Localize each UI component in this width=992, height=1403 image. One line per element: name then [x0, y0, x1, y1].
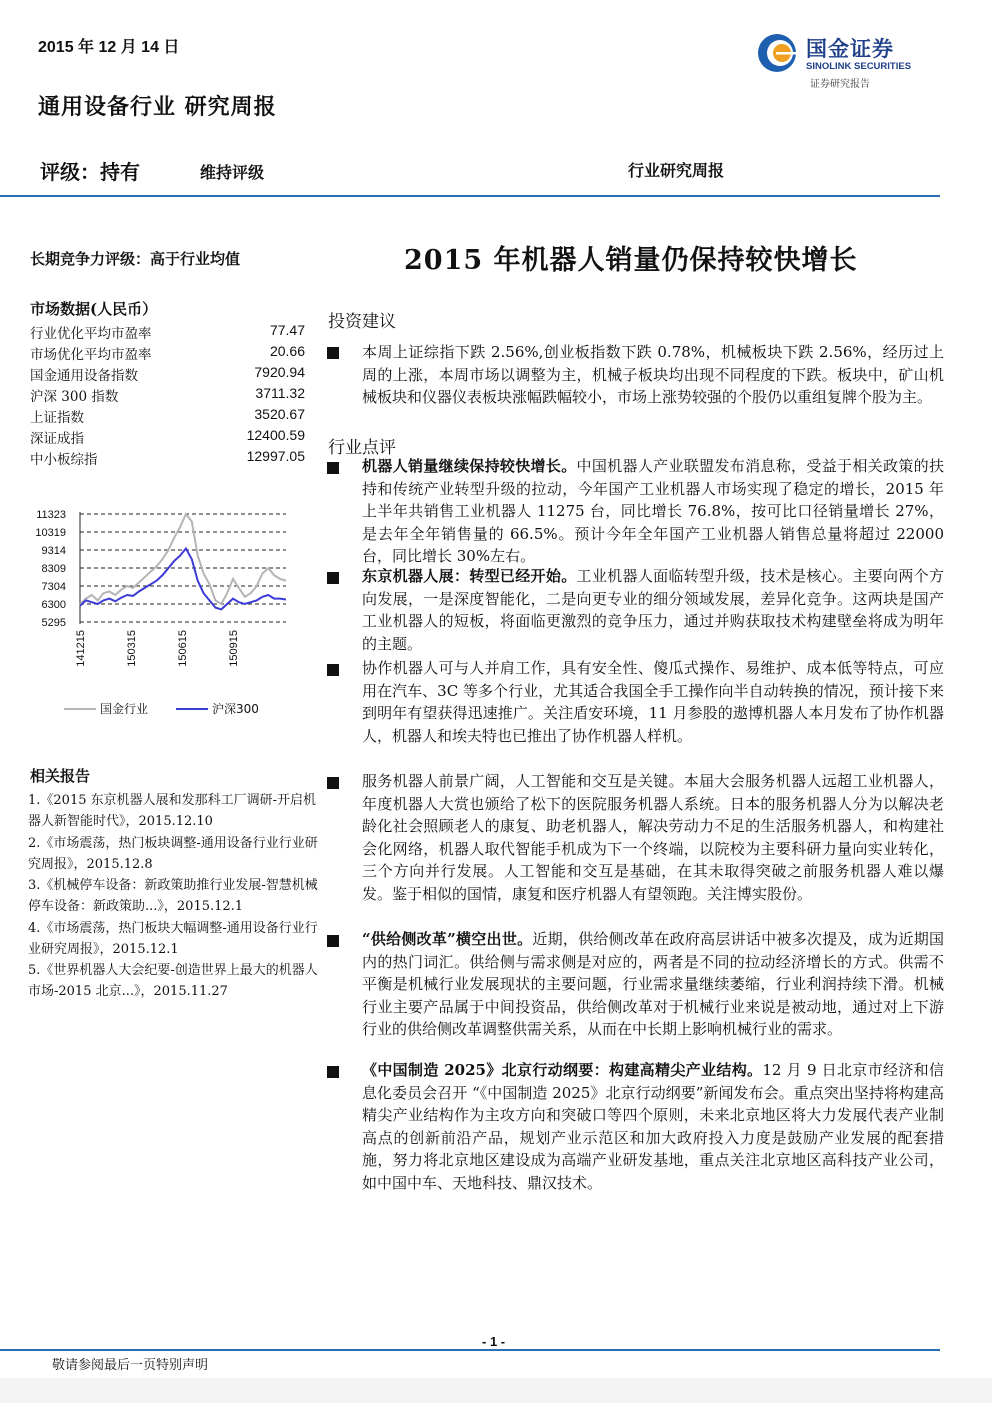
related-report-link[interactable]: 3.《机械停车设备：新政策助推行业发展-智慧机械停车设备：新政策助...》，2015.12.1 — [28, 878, 318, 914]
logo-text-cn: 国金证券 — [806, 37, 894, 61]
rating-status: 维持评级 — [200, 163, 265, 182]
long-term-rating: 长期竞争力评级：高于行业均值 — [30, 250, 241, 268]
section-title: 行业点评 — [328, 438, 396, 458]
bullet-text: 中国机器人产业联盟发布消息称，受益于相关政策的扶持和传统产业转型升级的拉动，今年国产工业机器人市场实现了稳定的增长，2015 年上半年共销售工业机器人 11275 台，同比增长 76.8%，按可比口径销量增长 27%，是去年全年销售量的 66.5%。预计今年全年国产工业机器人销售总量将超过 22000 台，同比增长 30%左右。 — [362, 457, 944, 566]
x-axis — [75, 630, 240, 667]
bullet-square-icon — [327, 347, 339, 359]
market-label: 中小板综指 — [30, 452, 98, 468]
rating-label: 评级：持有 — [40, 160, 140, 184]
bullet-text: 服务机器人前景广阔，人工智能和交互是关键。本届大会服务机器人远超工业机器人，年度机器人大赏也颁给了松下的医院服务机器人系统。日本的服务机器人分为以解决老龄化社会照顾老人的康复、助老机器人，解决劳动力不足的生活服务机器人，和构建社会化网络，机器人取代智能手机成为下一个终端，以院校为主要科研力量向实业转化，三个方向并行发展。人工智能和交互是基础，在其未取得突破之前服务机器人难以爆发。鉴于相似的国情，康复和医疗机器人有望领跑。关注博实股份。 — [362, 772, 944, 903]
y-axis — [35, 509, 80, 629]
bullet-square-icon — [327, 664, 339, 676]
market-label: 上证指数 — [30, 410, 84, 426]
series-line — [80, 549, 286, 610]
series-line — [80, 514, 286, 604]
related-reports-title: 相关报告 — [30, 767, 91, 785]
market-row — [30, 364, 305, 385]
market-label: 市场优化平均市盈率 — [30, 347, 152, 363]
bullet-paragraph — [362, 928, 944, 1041]
page-number: - 1 - — [482, 1334, 506, 1349]
y-tick-label: 10319 — [35, 527, 66, 539]
related-report-link[interactable]: 4.《市场震荡，热门板块大幅调整-通用设备行业行业研究周报》，2015.12.1 — [28, 921, 318, 957]
legend-label: 国金行业 — [100, 702, 149, 716]
bullet-square-icon — [327, 777, 339, 789]
x-tick-label: 150615 — [177, 630, 189, 667]
footer-divider — [0, 1349, 940, 1351]
report-type: 行业研究周报 — [628, 161, 725, 180]
investment-advice-text: 本周上证综指下跌 2.56%,创业板指数下跌 0.78%，机械板块下跌 2.56%，经历过上周的上涨，本周市场以调整为主，机械子板块均出现不同程度的下跌。板块中，矿山机械板块和仪器仪表板块涨幅跌幅较小，市场上涨势较强的个股仍以重组复牌个股为主。 — [362, 343, 944, 407]
bullet-square-icon — [327, 935, 339, 947]
bullet-lead: “供给侧改革”横空出世。 — [362, 930, 533, 948]
bullet-text: 12 月 9 日北京市经济和信息化委员会召开 “《中国制造 2025》北京行动纲要”新闻发布会。重点突出坚持将构建高精尖产业结构作为主攻方向和突破口等四个原则，未来北京地区将大力发展代表产业制高点的创新前沿产品，规划产业示范区和加大政府投入力度是鼓励产业发展的配套措施，努力将北京地区建设成为高端产业研发基地，重点关注北京地区高科技产业公司，如中国中车、天地科技、鼎汉技术。 — [362, 1061, 945, 1192]
market-label: 沪深 300 指数 — [30, 389, 119, 405]
y-tick-label: 7304 — [41, 581, 66, 593]
y-tick-label: 11323 — [36, 509, 66, 521]
bullet-lead: 东京机器人展：转型已经开始。 — [362, 567, 577, 585]
bullet-paragraph — [362, 1059, 944, 1195]
market-label: 行业优化平均市盈率 — [30, 326, 152, 342]
related-report-link[interactable]: 2.《市场震荡，热门板块调整-通用设备行业行业研究周报》，2015.12.8 — [28, 836, 318, 872]
chart-series — [80, 514, 286, 609]
related-report-link[interactable]: 1.《2015 东京机器人展和发那科工厂调研-开启机器人新智能时代》，2015.12.10 — [28, 793, 317, 829]
bullet-lead: 机器人销量继续保持较快增长。 — [362, 457, 577, 475]
logo-subtitle: 证券研究报告 — [810, 79, 870, 90]
bullet-paragraph — [362, 565, 944, 655]
industry-title: 通用设备行业 研究周报 — [38, 94, 277, 120]
bullet-square-icon — [327, 572, 339, 584]
y-tick-label: 8309 — [41, 563, 66, 575]
chart-legend — [64, 701, 259, 716]
y-tick-label: 6300 — [41, 599, 66, 611]
market-row — [30, 448, 305, 469]
x-tick-label: 150315 — [126, 630, 138, 667]
report-title: 2015 年机器人销量仍保持较快增长 — [404, 245, 858, 276]
market-row — [30, 322, 305, 343]
bullet-text: 近期，供给侧改革在政府高层讲话中被多次提及，成为近期国内的热门词汇。供给侧与需求侧是对应的，两者是不同的拉动经济增长的方式。供需不平衡是机械行业发展现状的主要问题，行业需求量继续萎缩，行业利润持续下滑。机械行业主要产品属于中间投资品，供给侧改革对于机械行业来说是被动地，通过对上下游行业的供给侧改革调整供需关系，从而在中长期上影响机械行业的需求。 — [362, 930, 944, 1039]
bullet-square-icon — [327, 462, 339, 474]
y-tick-label: 9314 — [41, 545, 66, 557]
market-row — [30, 427, 305, 448]
company-logo — [756, 30, 956, 92]
x-tick-label: 150915 — [228, 630, 240, 667]
footer-band — [0, 1378, 992, 1403]
market-row — [30, 385, 305, 406]
section-title: 投资建议 — [328, 312, 396, 332]
bullet-lead: 《中国制造 2025》北京行动纲要：构建高精尖产业结构。 — [362, 1061, 763, 1079]
market-value: 12400.59 — [246, 427, 305, 443]
market-label: 国金通用设备指数 — [30, 368, 138, 384]
disclaimer-note: 敬请参阅最后一页特别声明 — [52, 1358, 209, 1373]
sinolink-logo-icon — [756, 32, 798, 74]
logo-text-en: SINOLINK SECURITIES — [806, 61, 912, 72]
related-report-link[interactable]: 5.《世界机器人大会纪要-创造世界上最大的机器人市场-2015 北京...》，2015.11.27 — [28, 963, 318, 999]
header-divider — [0, 195, 940, 197]
bullet-paragraph — [362, 770, 944, 906]
market-value: 3520.67 — [254, 406, 305, 422]
x-tick-label: 141215 — [75, 630, 87, 667]
y-tick-label: 5295 — [41, 617, 66, 629]
chart-grid — [80, 514, 286, 622]
bullet-square-icon — [327, 1066, 339, 1078]
market-value: 7920.94 — [254, 364, 305, 380]
market-row — [30, 406, 305, 427]
market-value: 77.47 — [269, 322, 305, 338]
index-line-chart — [28, 495, 298, 730]
market-value: 12997.05 — [246, 448, 305, 464]
market-label: 深证成指 — [30, 431, 84, 447]
market-row — [30, 343, 305, 364]
market-data-title: 市场数据(人民币） — [30, 300, 158, 318]
market-value: 3711.32 — [255, 385, 305, 401]
bullet-text: 工业机器人面临转型升级，技术是核心。主要向两个方向发展，一是深度智能化，二是向更专业的细分领域发展，差异化竞争。这两块是国产工业机器人的短板，将面临更激烈的竞争压力，通过并购获取技术构建壁垒将成为明年的主题。 — [362, 567, 944, 653]
legend-label: 沪深300 — [212, 702, 259, 716]
report-date: 2015 年 12 月 14 日 — [38, 39, 180, 56]
bullet-paragraph — [362, 455, 944, 568]
bullet-text: 协作机器人可与人并肩工作，具有安全性、傻瓜式操作、易维护、成本低等特点，可应用在汽车、3C 等多个行业，尤其适合我国全手工操作向半自动转换的情况，预计接下来到明年有望获得迅速推广。关注盾安环境，11 月参股的遨博机器人本月发布了协作机器人，机器人和埃夫特也已推出了协作机器人样机。 — [362, 659, 944, 745]
bullet-paragraph — [362, 657, 944, 747]
market-value: 20.66 — [269, 343, 305, 359]
